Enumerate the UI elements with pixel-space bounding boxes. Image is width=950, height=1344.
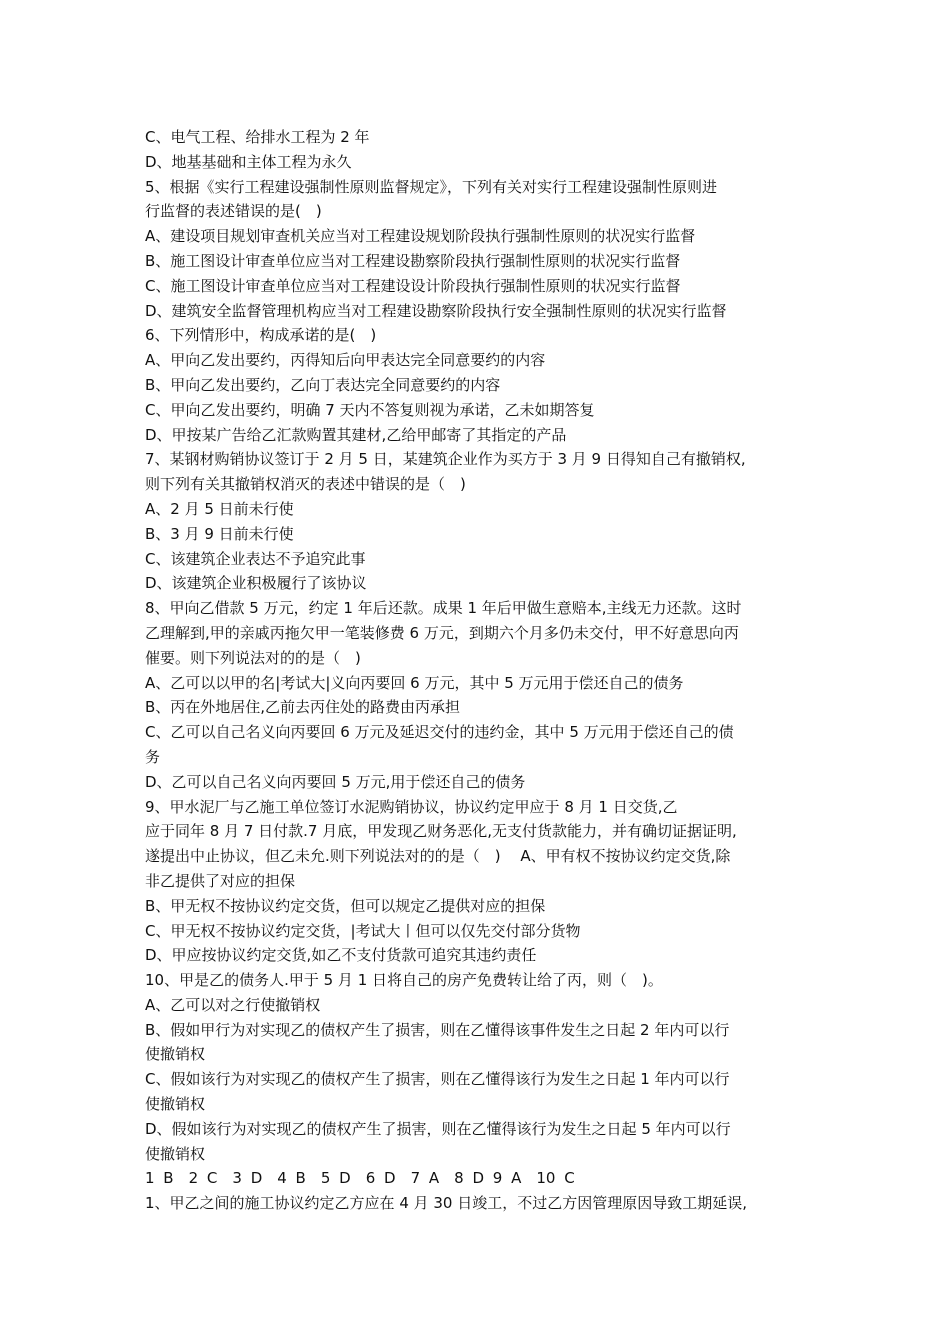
text-line: 应于同年 8 月 7 日付款.7 月底，甲发现乙财务恶化,无支付货款能力，并有确切证据证明,	[145, 822, 737, 841]
text-line: A、2 月 5 日前未行使	[145, 499, 294, 518]
text-line: 使撤销权	[145, 1095, 206, 1114]
text-line: 8、甲向乙借款 5 万元，约定 1 年后还款。成果 1 年后甲做生意赔本,主线无力还款。这时	[145, 599, 742, 618]
text-line: B、假如甲行为对实现乙的债权产生了损害，则在乙懂得该事件发生之日起 2 年内可以行	[145, 1020, 730, 1039]
text-line: C、电气工程、给排水工程为 2 年	[145, 128, 370, 146]
text-line: 5、根据《实行工程建设强制性原则监督规定》，下列有关对实行工程建设强制性原则进	[145, 177, 718, 196]
text-line: B、施工图设计审查单位应当对工程建设勘察阶段执行强制性原则的状况实行监督	[145, 251, 681, 270]
text-line: A、建设项目规划审查机关应当对工程建设规划阶段执行强制性原则的状况实行监督	[145, 227, 696, 246]
text-line: B、3 月 9 日前未行使	[145, 524, 294, 543]
text-line: D、甲应按协议约定交货,如乙不支付货款可追究其违约责任	[145, 946, 537, 965]
answer-key-line: 1 B 2 C 3 D 4 B 5 D 6 D 7 A 8 D 9 A 10 C	[145, 1169, 575, 1188]
text-line: 7、某钢材购销协议签订于 2 月 5 日，某建筑企业作为买方于 3 月 9 日得知自己有撤销权,	[145, 450, 746, 469]
text-line: C、施工图设计审查单位应当对工程建设设计阶段执行强制性原则的状况实行监督	[145, 276, 681, 295]
text-line: D、地基基础和主体工程为永久	[145, 152, 352, 171]
text-line: C、甲向乙发出要约，明确 7 天内不答复则视为承诺，乙未如期答复	[145, 400, 595, 419]
text-line: 10、甲是乙的债务人.甲于 5 月 1 日将自己的房产免费转让给了丙，则（ )。	[145, 971, 663, 990]
text-line: D、建筑安全监督管理机构应当对工程建设勘察阶段执行安全强制性原则的状况实行监督	[145, 301, 727, 320]
document-page	[145, 125, 815, 1216]
text-line: 使撤销权	[145, 1144, 206, 1163]
text-line: D、乙可以自己名义向丙要回 5 万元,用于偿还自己的债务	[145, 772, 526, 791]
text-line: 使撤销权	[145, 1045, 206, 1064]
text-line: B、甲无权不按协议约定交货，但可以规定乙提供对应的担保	[145, 896, 546, 915]
text-line: C、乙可以自己名义向丙要回 6 万元及延迟交付的违约金，其中 5 万元用于偿还自己的债	[145, 723, 734, 742]
text-line: A、乙可以对之行使撤销权	[145, 995, 321, 1014]
text-line: 6、下列情形中，构成承诺的是( )	[145, 326, 377, 345]
text-line: 则下列有关其撤销权消灭的表述中错误的是（ )	[145, 475, 466, 494]
text-line: C、该建筑企业表达不予追究此事	[145, 549, 366, 568]
text-line: 行监督的表述错误的是( )	[145, 202, 322, 221]
text-line: A、甲向乙发出要约，丙得知后向甲表达完全同意要约的内容	[145, 351, 546, 370]
text-line: D、该建筑企业积极履行了该协议	[145, 574, 367, 593]
text-line: 1、甲乙之间的施工协议约定乙方应在 4 月 30 日竣工，不过乙方因管理原因导致工期延误,	[145, 1194, 748, 1213]
text-line: A、乙可以以甲的名|考试大|义向丙要回 6 万元，其中 5 万元用于偿还自己的债务	[145, 673, 684, 692]
text-line: D、假如该行为对实现乙的债权产生了损害，则在乙懂得该行为发生之日起 5 年内可以行	[145, 1119, 731, 1138]
text-line: 催要。则下列说法对的的是（ )	[145, 648, 361, 667]
text-line: D、甲按某广告给乙汇款购置其建材,乙给甲邮寄了其指定的产品	[145, 425, 567, 444]
text-line: 务	[145, 747, 161, 766]
text-line: C、甲无权不按协议约定交货，|考试大丨但可以仅先交付部分货物	[145, 921, 581, 940]
text-line: 遂提出中止协议，但乙未允.则下列说法对的的是（ ) A、甲有权不按协议约定交货,除	[145, 847, 731, 866]
text-line: 非乙提供了对应的担保	[145, 871, 296, 890]
text-line: 乙理解到,甲的亲戚丙拖欠甲一笔装修费 6 万元，到期六个月多仍未交付，甲不好意思向丙	[145, 623, 739, 642]
text-line: C、假如该行为对实现乙的债权产生了损害，则在乙懂得该行为发生之日起 1 年内可以行	[145, 1070, 730, 1089]
text-line: B、甲向乙发出要约，乙向丁表达完全同意要约的内容	[145, 375, 501, 394]
text-line: B、丙在外地居住,乙前去丙住处的路费由丙承担	[145, 698, 461, 717]
text-line: 9、甲水泥厂与乙施工单位签订水泥购销协议，协议约定甲应于 8 月 1 日交货,乙	[145, 797, 678, 816]
